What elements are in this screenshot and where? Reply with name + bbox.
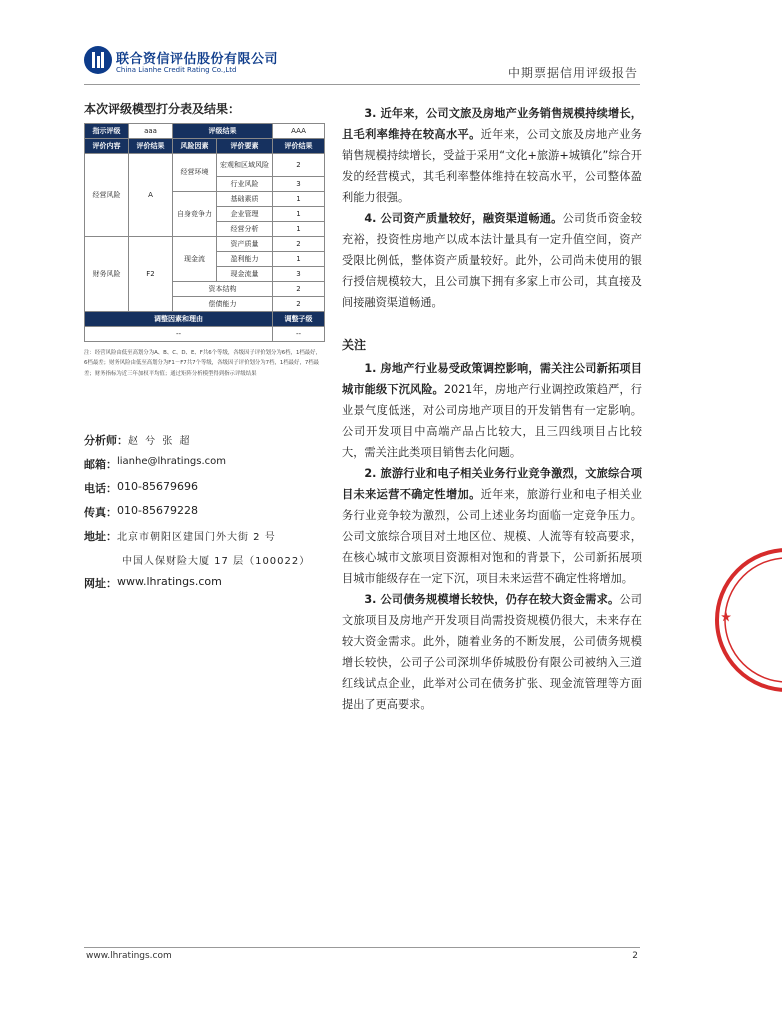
fax-row [84,504,334,520]
website-link[interactable]: www.lhratings.com [117,575,222,588]
footer-url[interactable]: www.lhratings.com [86,951,172,961]
table-cell: 指示评级 [85,124,129,139]
phone-label: 电话： [84,482,117,495]
address-line-2: 中国人保财险大厦 17 层（100022） [122,556,311,567]
model-score-table [84,123,325,342]
concerns-heading: 关注 [342,338,367,352]
table-cell: -- [273,327,325,342]
website-row [84,575,334,591]
model-note: 注：经营风险由低至高划分为A、B、C、D、E、F共6个等级，各级因子评价划分为6档，1档最好，6档最差；财务风险由低至高划分为F1－F7共7个等级，各级因子评价划分为7档，1档最好，7档最差；财务指标为近三年加权平均值；通过矩阵分析模型得到指示评级结果 [84,350,321,377]
table-cell: 宏观和区域风险 [217,154,273,177]
spacer [342,313,642,325]
table-header-row [85,139,325,154]
table-cell: -- [85,327,273,342]
analyst-names: 赵 兮 张 超 [128,436,192,447]
company-name-en: China Lianhe Credit Rating Co.,Ltd [116,66,237,74]
website-label: 网址： [84,577,117,590]
paragraph-strength-4 [342,208,642,313]
contact-block [84,432,334,599]
table-cell: 行业风险 [217,177,273,192]
report-title: 中期票据信用评级报告 [507,66,638,80]
table-cell: 2 [273,237,325,252]
table-row [85,124,325,139]
table-cell: 现金流量 [217,267,273,282]
table-cell: A [129,154,173,237]
svg-text:★: ★ [717,609,736,626]
table-cell: 评级结果 [173,124,273,139]
table-cell: 盈利能力 [217,252,273,267]
table-cell: AAA [273,124,325,139]
model-heading: 本次评级模型打分表及结果： [84,102,241,116]
address-label: 地址： [84,530,117,543]
table-cell: 2 [273,282,325,297]
table-cell: 1 [273,222,325,237]
paragraph-lead: 3. 公司债务规模增长较快，仍存在较大资金需求。 [364,593,620,606]
email-label: 邮箱： [84,458,117,471]
address-line-1: 北京市朝阳区建国门外大街 2 号 [117,532,276,543]
paragraph-text: 近年来，公司文旅及房地产业务销售规模持续增长，受益于采用“文化+旅游+城镇化”综合开发的经营模式，其毛利率整体维持在较高水平，公司整体盈利能力很强。 [342,128,642,204]
table-cell: 企业管理 [217,207,273,222]
table-cell: 财务风险 [85,237,129,312]
table-cell: 1 [273,252,325,267]
table-cell: 经营分析 [217,222,273,237]
table-cell: 经营环境 [173,154,217,192]
table-cell: 1 [273,192,325,207]
table-cell: 评价结果 [129,139,173,154]
table-cell: 调整因素和理由 [85,312,273,327]
email-row [84,456,334,472]
table-cell: 资产质量 [217,237,273,252]
table-cell: 评价结果 [273,139,325,154]
paragraph-concern-2 [342,463,642,589]
paragraph-text: 公司文旅项目及房地产开发项目尚需投资规模仍很大，未来存在较大资金需求。此外，随着业务的不断发展，公司债务规模增长较快，公司子公司深圳华侨城股份有限公司被纳入三道红线试点企业，此举对公司在债务扩张、现金流管理等方面提出了更高要求。 [342,593,642,711]
model-section [84,100,324,379]
page-number: 2 [632,951,638,961]
paragraph-strength-3 [342,103,642,208]
paragraph-concern-1 [342,358,642,463]
table-cell: 现金流 [173,237,217,282]
analyst-row [84,432,334,448]
paragraph-text: 近年来，旅游行业和电子相关业务行业竞争较为激烈，公司上述业务均面临一定竞争压力。公司文旅综合项目对土地区位、规模、人流等有较高要求，在核心城市文旅项目资源相对饱和的背景下，公司新拓展项目城市能级存在一定下沉，项目未来运营不确定性将增加。 [342,488,642,585]
table-cell: 偿债能力 [173,297,273,312]
table-cell: 3 [273,267,325,282]
table-cell: 经营风险 [85,154,129,237]
address-row [84,528,334,544]
analyst-label: 分析师： [84,434,128,447]
table-cell: aaa [129,124,173,139]
phone-row [84,480,334,496]
paragraph-concern-3 [342,589,642,715]
company-name-cn: 联合资信评估股份有限公司 [116,52,279,67]
table-row [85,237,325,252]
paragraph-lead: 2. 旅游行业和电子相关业务行业竞争激烈，文旅综合项目未来运营不确定性增加。 [342,467,642,501]
table-cell: 资本结构 [173,282,273,297]
body-text [342,103,642,715]
page-header [0,0,724,92]
table-cell: 评价要素 [217,139,273,154]
paragraph-lead: 3. 近年来，公司文旅及房地产业务销售规模持续增长，且毛利率维持在较高水平。 [342,107,642,141]
header-divider [84,84,640,85]
table-cell: 基础素质 [217,192,273,207]
email-value[interactable]: lianhe@lhratings.com [117,456,226,467]
table-cell: 2 [273,154,325,177]
fax-label: 传真： [84,506,117,519]
paragraph-lead: 4. 公司资产质量较好，融资渠道畅通。 [364,212,563,225]
paragraph-text: 公司货币资金较充裕，投资性房地产以成本法计量具有一定升值空间，资产受限比例低，整体资产质量较好。此外，公司尚未使用的银行授信规模较大，且公司旗下拥有多家上市公司，其直接及间接融资渠道畅通。 [342,212,642,309]
table-row [85,154,325,177]
table-cell: 1 [273,207,325,222]
table-header-row [85,312,325,327]
table-row [85,327,325,342]
table-cell: 3 [273,177,325,192]
fax-value: 010-85679228 [117,504,198,517]
table-cell: 自身竞争力 [173,192,217,237]
table-cell: 风险因素 [173,139,217,154]
paragraph-text: 2021年，房地产行业调控政策趋严，行业景气度低迷，对公司房地产项目的开发销售有一定影响。公司开发项目中高端产品占比较大，且三四线项目占比较大，需关注此类项目销售去化问题。 [342,383,642,459]
phone-value: 010-85679696 [117,480,198,493]
footer-divider [84,947,640,948]
paragraph-lead: 1. 房地产行业易受政策调控影响，需关注公司新拓项目城市能级下沉风险。 [342,362,642,396]
table-cell: 调整子级 [273,312,325,327]
table-cell: 2 [273,297,325,312]
company-seal-icon [702,520,782,720]
table-cell: F2 [129,237,173,312]
table-cell: 评价内容 [85,139,129,154]
lianhe-logo-icon [84,46,112,74]
